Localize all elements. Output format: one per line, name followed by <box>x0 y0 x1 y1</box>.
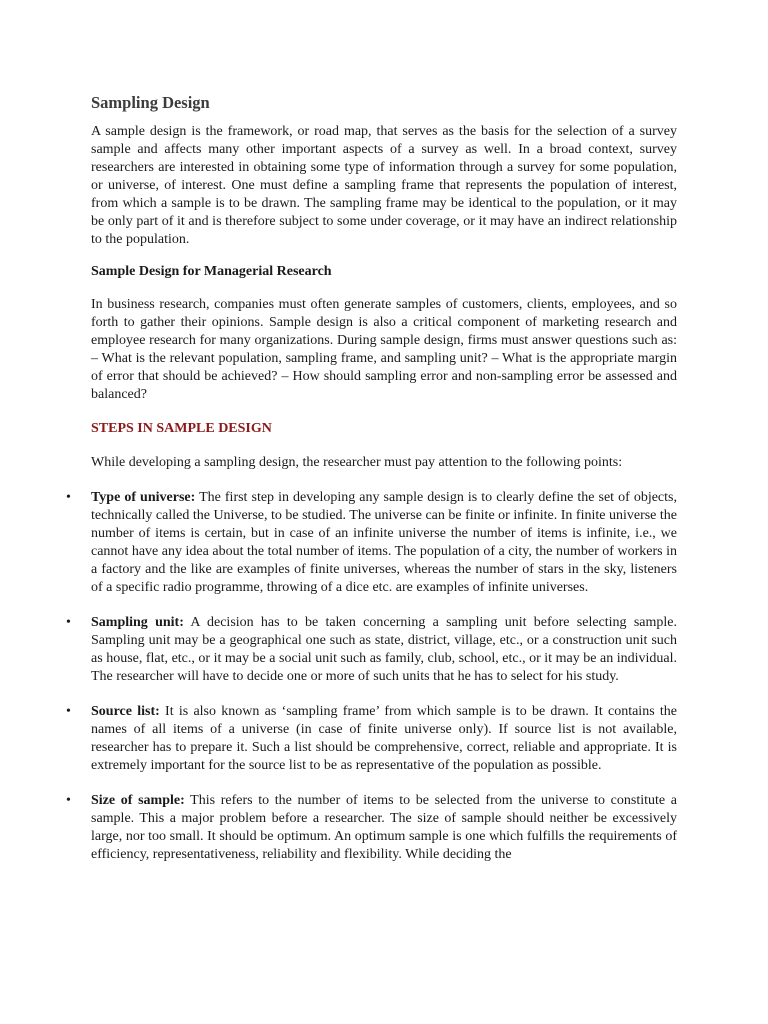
list-item <box>66 489 677 597</box>
section-subheading: Sample Design for Managerial Research <box>91 264 332 279</box>
step-text: It is also known as ‘sampling frame’ from which sample is to be drawn. It contains the names of all items of a universe (in case of finite universe only). If source list is not available, researcher has to prepare it. Such a list should be comprehensive, correct, reliable and appropriate. It is extremely important for the source list to be as representative of the population as possible. <box>91 704 678 773</box>
bullet-icon: • <box>66 615 71 630</box>
steps-heading: STEPS IN SAMPLE DESIGN <box>91 421 272 436</box>
step-text: A decision has to be taken concerning a sampling unit before selecting sample. Sampling unit may be a geographical one such as state, district, village, etc., or a construction unit such as house, flat, etc., or it may be a social unit such as family, club, school, etc., or it may be an individual. The researcher will have to decide one or more of such units that he has to select for his study. <box>91 615 677 684</box>
managerial-paragraph: In business research, companies must often generate samples of customers, clients, employees, and so forth to gather their opinions. Sample design is also a critical component of marketing research and employee research for many organizations. During sample design, firms must answer questions such as: – What is the relevant population, sampling frame, and sampling unit? – What is the appropriate margin of error that should be achieved? – How should sampling error and non-sampling error be assessed and balanced? <box>91 297 677 402</box>
step-term: Source list: <box>91 704 160 719</box>
step-text: This refers to the number of items to be selected from the universe to constitute a sample. This a major problem before a researcher. The size of sample should neither be excessively large, nor too small. It should be optimum. An optimum sample is one which fulfills the requirements of efficiency, representativeness, reliability and flexibility. While deciding the <box>91 793 677 862</box>
list-item <box>66 703 678 775</box>
intro-paragraph: A sample design is the framework, or road map, that serves as the basis for the selection of a survey sample and affects many other important aspects of a survey as well. In a broad context, survey researchers are interested in obtaining some type of information through a survey for some population, or universe, of interest. One must define a sampling frame that represents the population of interest, from which a sample is to be drawn. The sampling frame may be identical to the population, or it may be only part of it and is therefore subject to some under coverage, or it may have an indirect relationship to the population. <box>91 124 677 247</box>
steps-lead-paragraph: While developing a sampling design, the researcher must pay attention to the following points: <box>91 455 623 470</box>
page-title: Sampling Design <box>91 93 210 112</box>
steps-list <box>66 489 678 864</box>
list-item <box>66 614 677 686</box>
step-text: The first step in developing any sample design is to clearly define the set of objects, technically called the Universe, to be studied. The universe can be finite or infinite. In finite universe the number of items is certain, but in case of an infinite universe the number of items is infinite, i.e., we cannot have any idea about the total number of items. The population of a city, the number of workers in a factory and the like are examples of finite universes, whereas the number of stars in the sky, listeners of a specific radio programme, throwing of a dice etc. are examples of infinite universes. <box>91 490 677 595</box>
list-item <box>66 792 677 864</box>
bullet-icon: • <box>66 490 71 505</box>
bullet-icon: • <box>66 704 71 719</box>
step-term: Type of universe: <box>91 490 196 505</box>
step-term: Size of sample: <box>91 793 185 808</box>
document-body <box>66 92 678 881</box>
step-term: Sampling unit: <box>91 615 184 630</box>
bullet-icon: • <box>66 793 71 808</box>
